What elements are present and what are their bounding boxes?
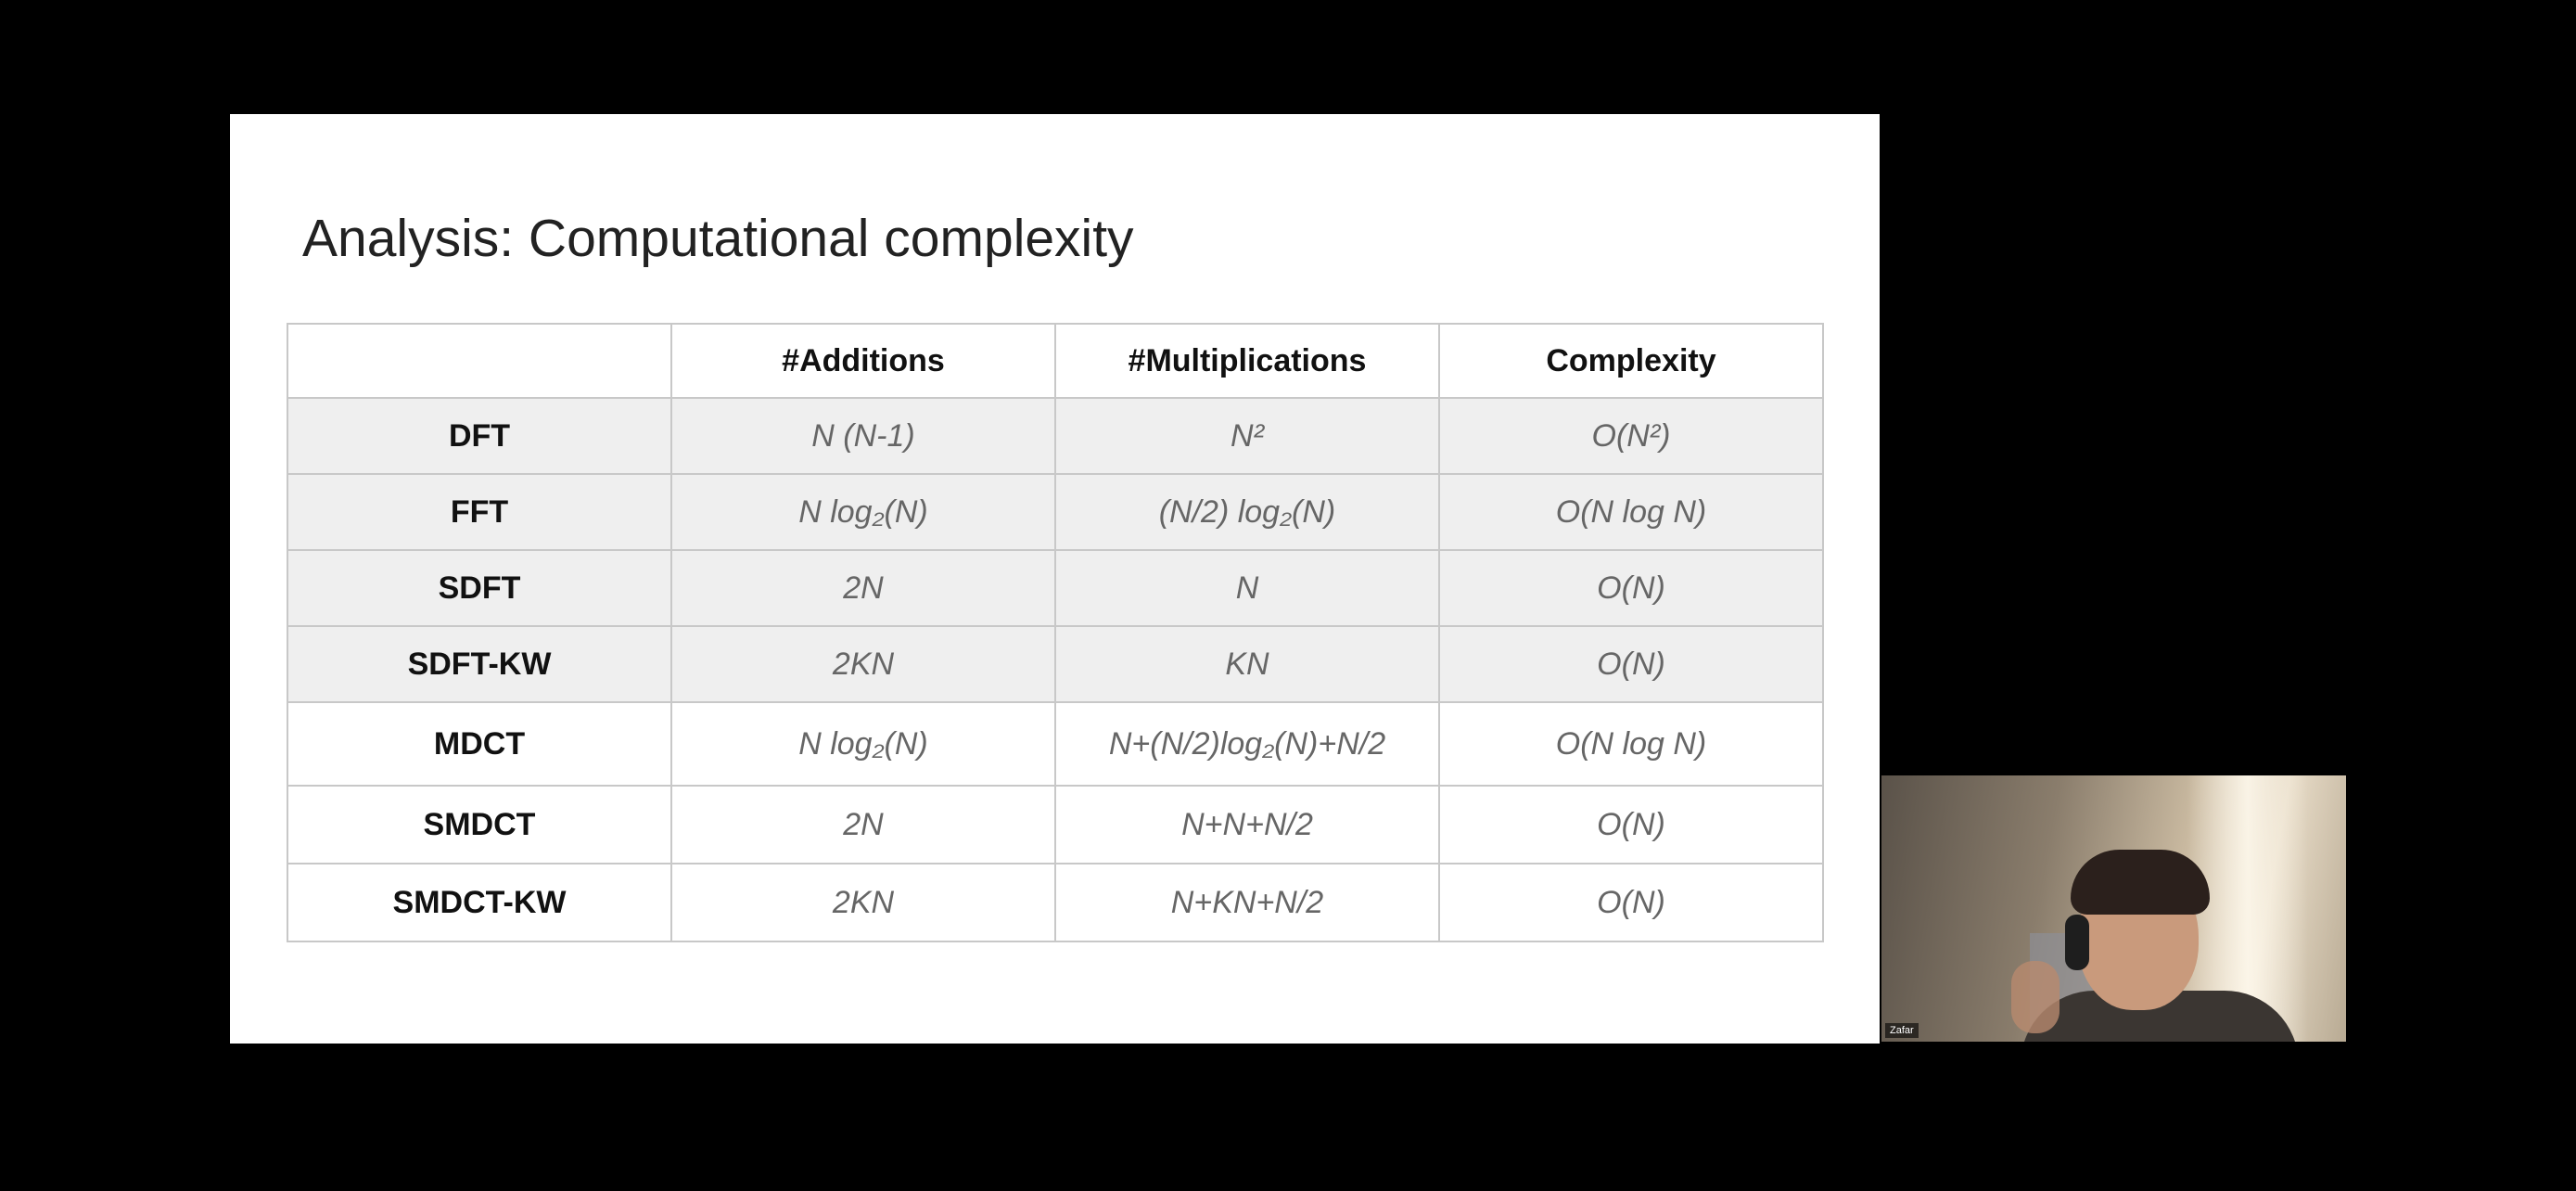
table-row bbox=[287, 550, 1823, 626]
complexity-cell: O(N²) bbox=[1439, 398, 1823, 474]
table-row bbox=[287, 786, 1823, 864]
header-cell-multiplications: #Multiplications bbox=[1055, 324, 1439, 398]
row-name: MDCT bbox=[287, 702, 671, 786]
multiplications-cell: N+KN+N/2 bbox=[1055, 864, 1439, 941]
webcam-person-hand bbox=[2011, 961, 2060, 1033]
complexity-table bbox=[287, 323, 1824, 942]
participant-name-tag: Zafar bbox=[1885, 1023, 1919, 1038]
multiplications-cell: N+(N/2)log₂(N)+N/2 bbox=[1055, 702, 1439, 786]
multiplications-cell: N² bbox=[1055, 398, 1439, 474]
header-cell-complexity: Complexity bbox=[1439, 324, 1823, 398]
additions-cell: N log₂(N) bbox=[671, 474, 1055, 550]
additions-cell: N log₂(N) bbox=[671, 702, 1055, 786]
complexity-cell: O(N log N) bbox=[1439, 702, 1823, 786]
row-name: DFT bbox=[287, 398, 671, 474]
row-name: SMDCT bbox=[287, 786, 671, 864]
slide-title: Analysis: Computational complexity bbox=[302, 209, 1134, 268]
table-row bbox=[287, 702, 1823, 786]
complexity-cell: O(N log N) bbox=[1439, 474, 1823, 550]
table-header-row bbox=[287, 324, 1823, 398]
additions-cell: 2KN bbox=[671, 864, 1055, 941]
table-row bbox=[287, 474, 1823, 550]
webcam-person-hair bbox=[2071, 850, 2210, 915]
multiplications-cell: KN bbox=[1055, 626, 1439, 702]
row-name: SMDCT-KW bbox=[287, 864, 671, 941]
headset-icon bbox=[2065, 915, 2089, 970]
webcam-thumbnail[interactable] bbox=[1881, 775, 2346, 1042]
complexity-cell: O(N) bbox=[1439, 626, 1823, 702]
complexity-cell: O(N) bbox=[1439, 550, 1823, 626]
multiplications-cell: N+N+N/2 bbox=[1055, 786, 1439, 864]
complexity-cell: O(N) bbox=[1439, 786, 1823, 864]
row-name: FFT bbox=[287, 474, 671, 550]
header-cell-empty bbox=[287, 324, 671, 398]
complexity-cell: O(N) bbox=[1439, 864, 1823, 941]
presentation-slide bbox=[230, 114, 1880, 1044]
row-name: SDFT bbox=[287, 550, 671, 626]
additions-cell: N (N-1) bbox=[671, 398, 1055, 474]
multiplications-cell: (N/2) log₂(N) bbox=[1055, 474, 1439, 550]
table-row bbox=[287, 626, 1823, 702]
additions-cell: 2N bbox=[671, 786, 1055, 864]
additions-cell: 2N bbox=[671, 550, 1055, 626]
header-cell-additions: #Additions bbox=[671, 324, 1055, 398]
row-name: SDFT-KW bbox=[287, 626, 671, 702]
additions-cell: 2KN bbox=[671, 626, 1055, 702]
table-row bbox=[287, 398, 1823, 474]
table-row bbox=[287, 864, 1823, 941]
multiplications-cell: N bbox=[1055, 550, 1439, 626]
